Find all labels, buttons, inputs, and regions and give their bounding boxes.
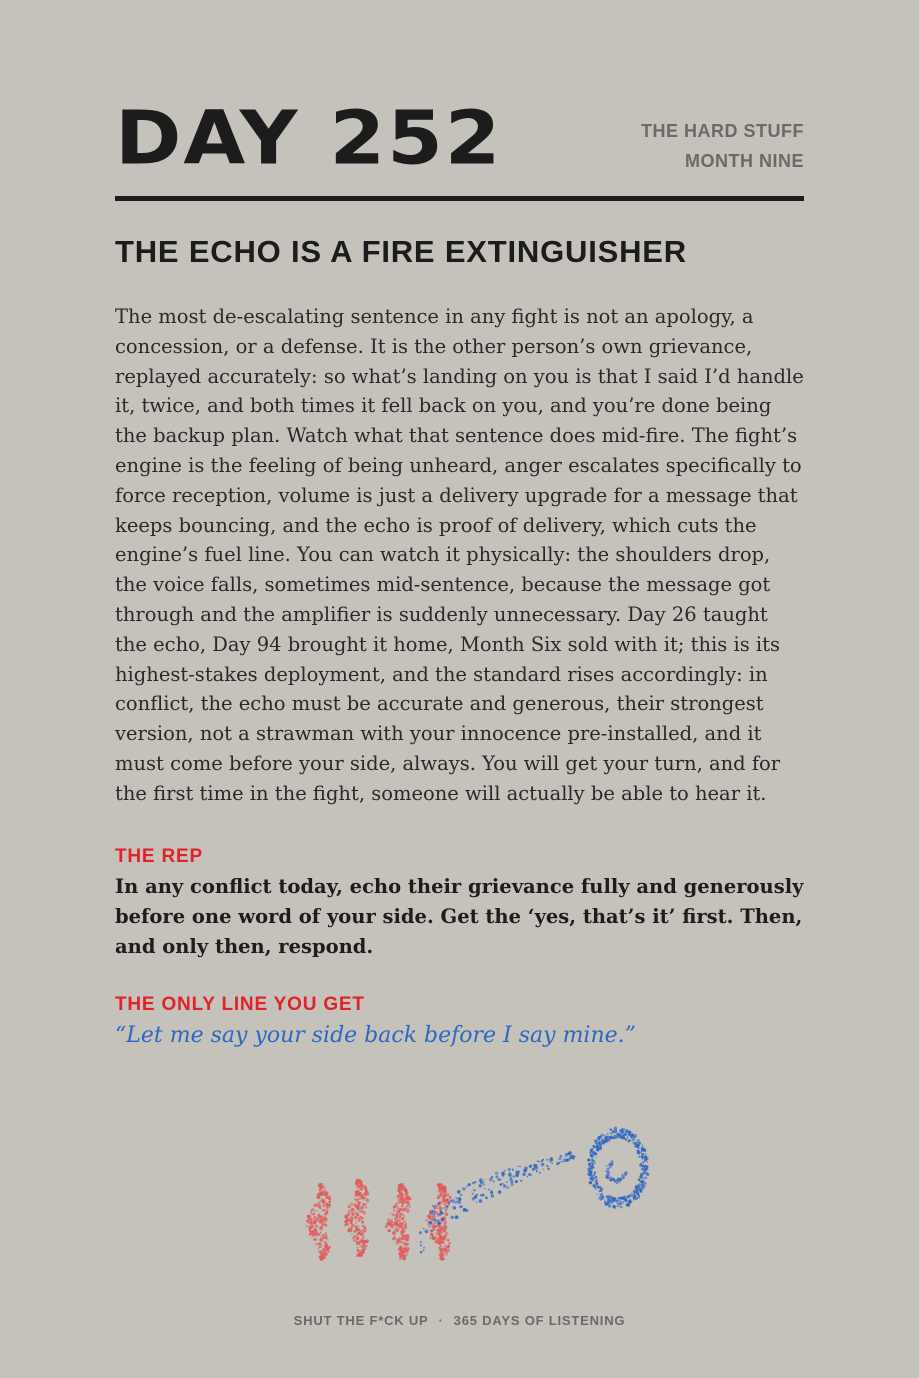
rep-text: In any conflict today, echo their grievance fully and generously before one word of your side. Get the ‘yes, that’s it’ first. Then, and only then, respond. [115,875,804,958]
day-number: DAY 252 [115,95,503,181]
body-paragraph: The most de-escalating sentence in any fight is not an apology, a concession, or a defense. It is the other person’s own grievance, replayed accurately: so what’s landing on you is that I said I’d handle it, twice, and both times it fell back on you, and you’re done being the backup plan. Watch what that sentence does mid-fire. The fight’s engine is the feeling of being unheard, anger escalates specifically to force reception, volume is just a delivery upgrade for a message that keeps bouncing, and the echo is proof of delivery, which cuts the engine’s fuel line. You can watch it physically: the shoulders drop, the voice falls, sometimes mid-sentence, because the message got through and the amplifier is suddenly unnecessary. Day 26 taught the echo, Day 94 brought it home, Month Six sold with it; this is its highest-stakes deployment, and the standard rises accordingly: in conflict, the echo must be accurate and generous, their strongest version, not a strawman with your innocence pre-installed, and it must come before your side, always. You will get your turn, and for the first time in the fight, someone will actually be able to hear it. [115,305,804,805]
month-label: MONTH NINE [685,151,804,171]
line-label: THE ONLY LINE YOU GET [115,994,365,1015]
section-label: THE HARD STUFF [641,121,804,141]
page-header [115,95,804,202]
flame-cluster [306,1179,452,1262]
rep-label: THE REP [115,846,203,867]
footer-title: SHUT THE F*CK UP [293,1313,429,1328]
page-footer [0,1313,919,1328]
flames-extinguished-by-blue-spray-icon [290,1110,670,1270]
header-rule [115,196,804,201]
footer-subtitle: 365 DAYS OF LISTENING [453,1313,626,1328]
header-meta [641,116,804,176]
line-quote: “Let me say your side back before I say mine.” [115,1023,636,1048]
spray-swirl [587,1127,649,1209]
page-title: THE ECHO IS A FIRE EXTINGUISHER [115,234,687,269]
footer-separator: · [438,1313,444,1328]
